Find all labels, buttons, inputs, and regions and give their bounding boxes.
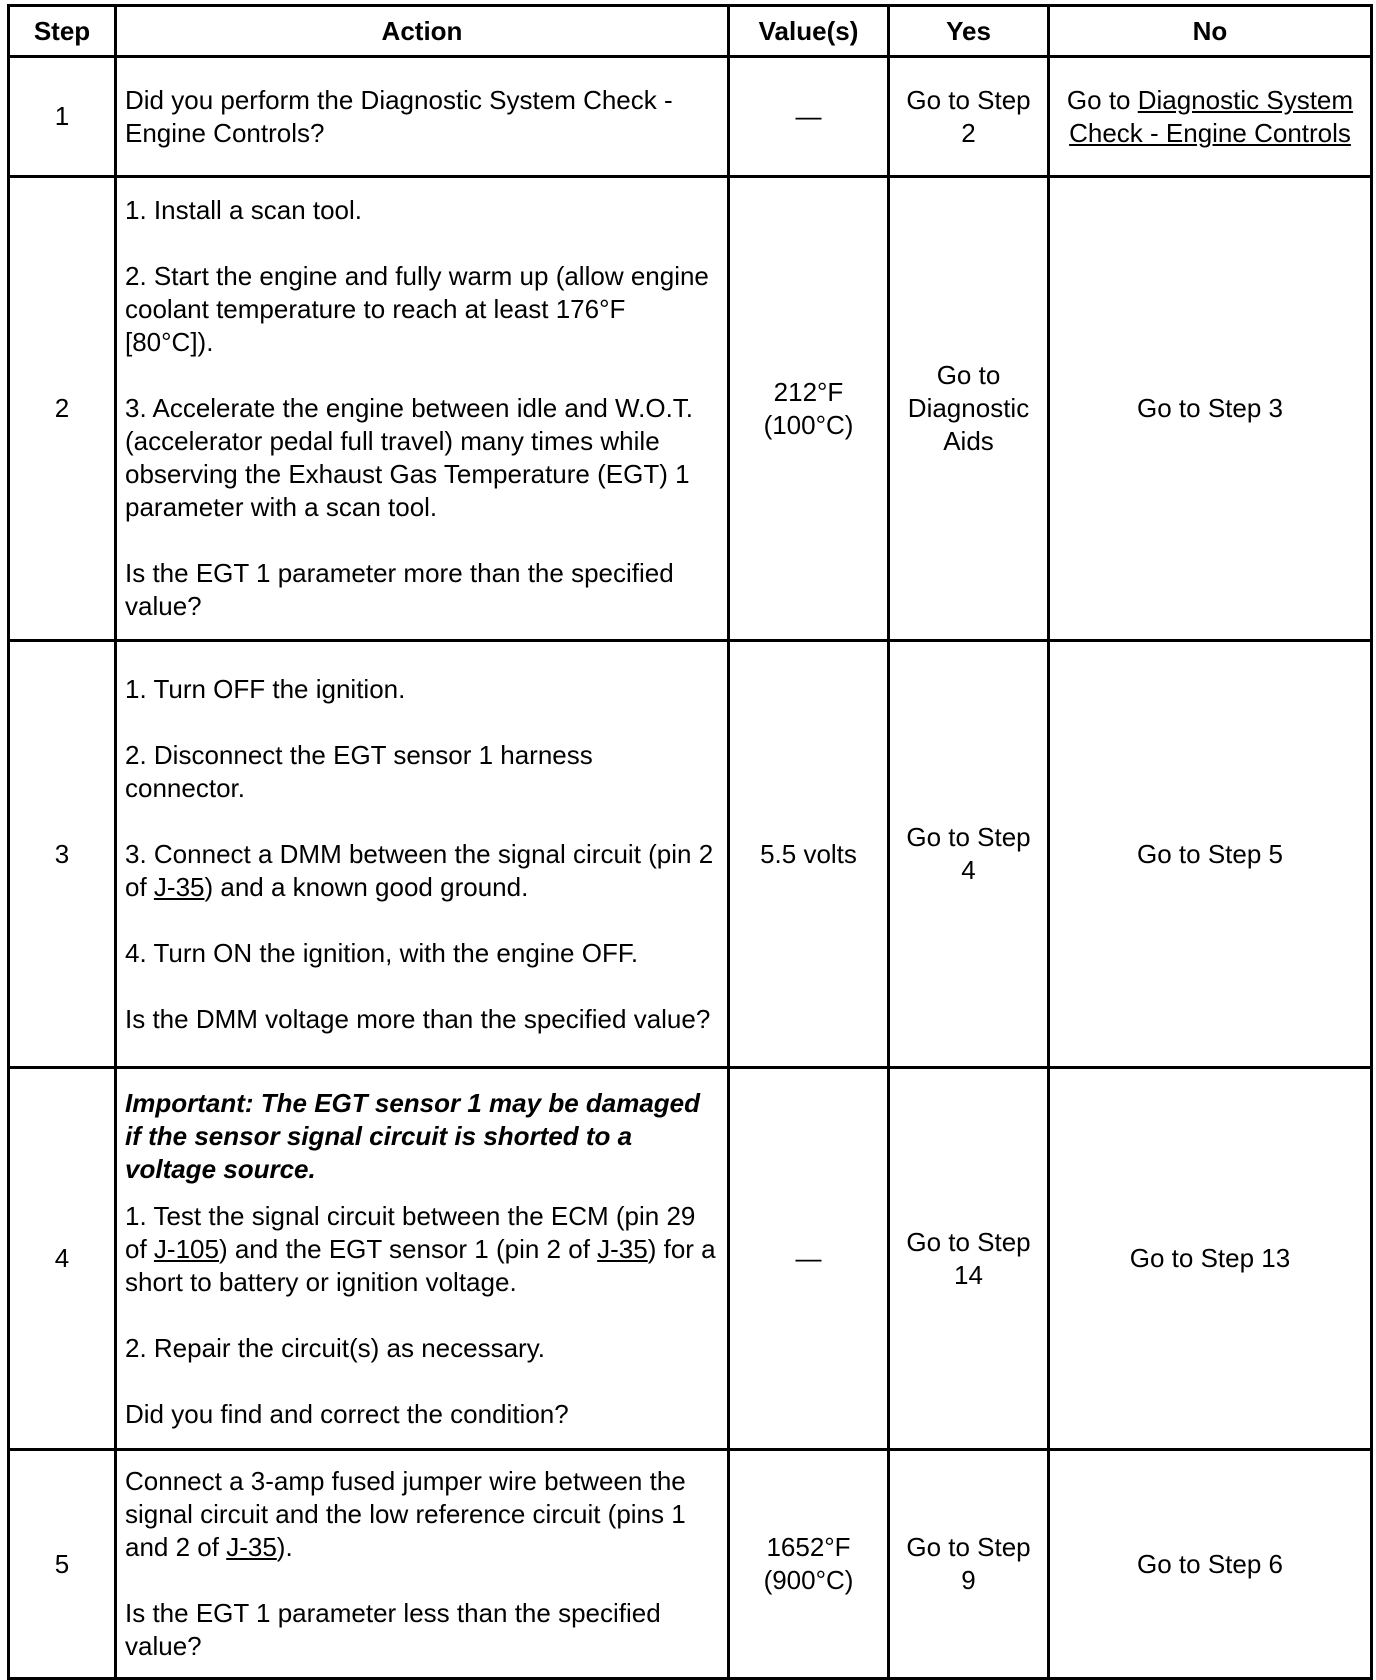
diagnostic-system-check-link[interactable]: Diagnostic System Check - Engine Controls bbox=[1069, 84, 1354, 148]
value-cell: — bbox=[729, 57, 889, 177]
step-number: 4 bbox=[9, 1068, 116, 1450]
connector-link[interactable]: J-35 bbox=[597, 1233, 648, 1264]
action-cell bbox=[116, 1450, 729, 1679]
connector-link[interactable]: J-105 bbox=[153, 1233, 219, 1264]
no-cell: Go to Step 6 bbox=[1049, 1450, 1372, 1679]
table-row bbox=[9, 1068, 1372, 1450]
action-step: 2. Start the engine and fully warm up (allow engine coolant temperature to reach at least 176°F [80°C]). bbox=[125, 261, 709, 357]
action-question: Is the EGT 1 parameter less than the specified value? bbox=[125, 1598, 661, 1661]
action-step bbox=[125, 838, 719, 904]
action-question: Is the EGT 1 parameter more than the specified value? bbox=[125, 558, 674, 621]
action-text: 1. Test the signal circuit between the ECM (pin 29 of bbox=[125, 1200, 696, 1264]
action-step bbox=[125, 1465, 719, 1564]
action-cell bbox=[116, 641, 729, 1068]
action-text: 3. Connect a DMM between the signal circuit (pin 2 of bbox=[125, 838, 714, 902]
value-cell: — bbox=[729, 1068, 889, 1450]
value-cell: 212°F (100°C) bbox=[729, 177, 889, 641]
action-text: ). bbox=[276, 1532, 293, 1562]
action-step: 2. Disconnect the EGT sensor 1 harness connector. bbox=[125, 739, 593, 803]
value-cell: 5.5 volts bbox=[729, 641, 889, 1068]
no-cell: Go to Step 13 bbox=[1049, 1068, 1372, 1450]
action-step bbox=[125, 1200, 719, 1299]
action-cell bbox=[116, 1068, 729, 1450]
yes-cell: Go to Diagnostic Aids bbox=[889, 177, 1049, 641]
table-row bbox=[9, 641, 1372, 1068]
action-question: Did you find and correct the condition? bbox=[125, 1398, 569, 1429]
important-note: Important: The EGT sensor 1 may be damaged if the sensor signal circuit is shorted to a voltage source. bbox=[125, 1087, 701, 1184]
no-cell bbox=[1049, 57, 1372, 177]
no-text: Go to bbox=[1066, 84, 1138, 115]
header-values: Value(s) bbox=[729, 6, 889, 57]
action-step: 1. Turn OFF the ignition. bbox=[125, 673, 406, 704]
action-text: Did you perform the Diagnostic System Check - Engine Controls? bbox=[125, 84, 673, 148]
action-step: 2. Repair the circuit(s) as necessary. bbox=[125, 1332, 545, 1363]
action-cell bbox=[116, 177, 729, 641]
table-row bbox=[9, 57, 1372, 177]
action-text: ) for a short to battery or ignition voltage. bbox=[125, 1233, 716, 1297]
action-text: ) and the EGT sensor 1 (pin 2 of bbox=[218, 1233, 598, 1264]
table-row bbox=[9, 177, 1372, 641]
yes-cell: Go to Step 9 bbox=[889, 1450, 1049, 1679]
no-cell: Go to Step 3 bbox=[1049, 177, 1372, 641]
diagnostic-table bbox=[7, 4, 1373, 1680]
header-action: Action bbox=[116, 6, 729, 57]
value-cell: 1652°F (900°C) bbox=[729, 1450, 889, 1679]
no-cell: Go to Step 5 bbox=[1049, 641, 1372, 1068]
step-number: 5 bbox=[9, 1450, 116, 1679]
action-text: Connect a 3-amp fused jumper wire between the signal circuit and the low reference circuit (pins 1 and 2 of bbox=[125, 1466, 686, 1562]
yes-cell: Go to Step 4 bbox=[889, 641, 1049, 1068]
action-question: Is the DMM voltage more than the specified value? bbox=[125, 1003, 711, 1034]
header-yes: Yes bbox=[889, 6, 1049, 57]
action-step: 4. Turn ON the ignition, with the engine OFF. bbox=[125, 937, 639, 968]
yes-cell: Go to Step 2 bbox=[889, 57, 1049, 177]
step-number: 1 bbox=[9, 57, 116, 177]
step-number: 3 bbox=[9, 641, 116, 1068]
header-no: No bbox=[1049, 6, 1372, 57]
connector-link[interactable]: J-35 bbox=[226, 1532, 277, 1562]
action-text: ) and a known good ground. bbox=[204, 871, 529, 902]
yes-cell: Go to Step 14 bbox=[889, 1068, 1049, 1450]
action-step: 1. Install a scan tool. bbox=[125, 195, 363, 225]
action-step: 3. Accelerate the engine between idle and W.O.T. (accelerator pedal full travel) many times while observing the Exhaust Gas Temperature (EGT) 1 parameter with a scan tool. bbox=[125, 393, 694, 522]
step-number: 2 bbox=[9, 177, 116, 641]
header-row bbox=[9, 6, 1372, 57]
action-cell bbox=[116, 57, 729, 177]
table-row bbox=[9, 1450, 1372, 1679]
connector-link[interactable]: J-35 bbox=[153, 871, 205, 902]
header-step: Step bbox=[9, 6, 116, 57]
